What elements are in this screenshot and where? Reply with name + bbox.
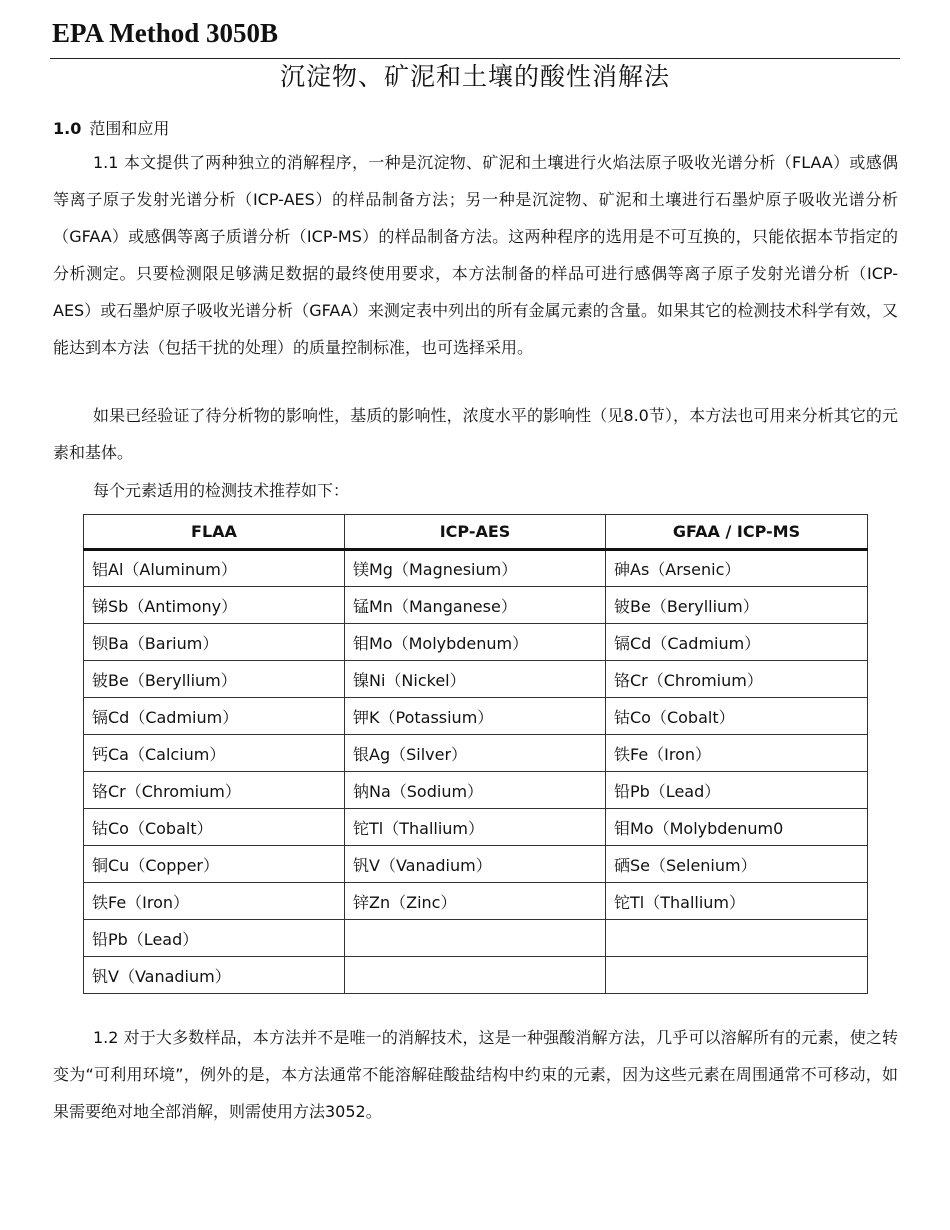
column-header-gfaa-icp-ms: GFAA / ICP-MS <box>606 515 868 550</box>
table-row <box>84 550 868 587</box>
table-cell: 铬Cr（Chromium） <box>606 661 868 698</box>
table-cell: 钡Ba（Barium） <box>84 624 345 661</box>
table-cell: 铅Pb（Lead） <box>606 772 868 809</box>
table-cell: 钒V（Vanadium） <box>345 846 606 883</box>
table-cell: 钴Co（Cobalt） <box>84 809 345 846</box>
table-cell: 银Ag（Silver） <box>345 735 606 772</box>
table-cell: 锌Zn（Zinc） <box>345 883 606 920</box>
table-cell: 锰Mn（Manganese） <box>345 587 606 624</box>
paragraph-1-2: 1.2 对于大多数样品，本方法并不是唯一的消解技术，这是一种强酸消解方法，几乎可以溶解所有的元素，使之转变为“可利用环境”，例外的是，本方法通常不能溶解硅酸盐结构中约束的元素，因为这些元素在周围通常不可移动，如果需要绝对地全部消解，则需使用方法3052。 <box>53 1028 898 1121</box>
table-cell: 铝Al（Aluminum） <box>84 550 345 587</box>
table-cell: 钼Mo（Molybdenum0 <box>606 809 868 846</box>
section-label: 范围和应用 <box>89 119 170 138</box>
table-cell: 钾K（Potassium） <box>345 698 606 735</box>
column-header-flaa: FLAA <box>84 515 345 550</box>
document-title: 沉淀物、矿泥和土壤的酸性消解法 <box>279 62 670 91</box>
table-cell <box>345 957 606 994</box>
table-row <box>84 661 868 698</box>
table-cell: 镉Cd（Cadmium） <box>606 624 868 661</box>
table-cell <box>345 920 606 957</box>
table-row <box>84 846 868 883</box>
table-row <box>84 883 868 920</box>
table-cell: 锑Sb（Antimony） <box>84 587 345 624</box>
table-cell: 镁Mg（Magnesium） <box>345 550 606 587</box>
table-row <box>84 698 868 735</box>
table-cell: 铊Tl（Thallium） <box>345 809 606 846</box>
table-cell: 铬Cr（Chromium） <box>84 772 345 809</box>
table-row <box>84 957 868 994</box>
table-cell: 铁Fe（Iron） <box>84 883 345 920</box>
paragraph-1-1: 1.1 本文提供了两种独立的消解程序，一种是沉淀物、矿泥和土壤进行火焰法原子吸收光谱分析（FLAA）或感偶等离子原子发射光谱分析（ICP-AES）的样品制备方法；另一种是沉淀物、矿泥和土壤进行石墨炉原子吸收光谱分析（GFAA）或感偶等离子质谱分析（ICP-MS）的样品制备方法。这两种程序的选用是不可互换的，只能依据本节指定的分析测定。只要检测限足够满足数据的最终使用要求，本方法制备的样品可进行感偶等离子原子发射光谱分析（ICP-AES）或石墨炉原子吸收光谱分析（GFAA）来测定表中列出的所有金属元素的含量。如果其它的检测技术科学有效，又能达到本方法（包括干扰的处理）的质量控制标准，也可选择采用。 <box>53 153 898 357</box>
table-cell: 钠Na（Sodium） <box>345 772 606 809</box>
table-cell: 钼Mo（Molybdenum） <box>345 624 606 661</box>
table-header-row <box>84 515 868 550</box>
table-cell: 砷As（Arsenic） <box>606 550 868 587</box>
table-cell: 钙Ca（Calcium） <box>84 735 345 772</box>
table-cell: 硒Se（Selenium） <box>606 846 868 883</box>
paragraph-table-intro: 每个元素适用的检测技术推荐如下： <box>93 481 350 500</box>
table-row <box>84 624 868 661</box>
table-cell: 镉Cd（Cadmium） <box>84 698 345 735</box>
paragraph-other-elements: 如果已经验证了待分析物的影响性，基质的影响性，浓度水平的影响性（见8.0节），本方法也可用来分析其它的元素和基体。 <box>53 406 898 462</box>
table-cell: 铁Fe（Iron） <box>606 735 868 772</box>
table-row <box>84 920 868 957</box>
column-header-icp-aes: ICP-AES <box>345 515 606 550</box>
document-header-method: EPA Method 3050B <box>52 18 279 48</box>
table-row <box>84 772 868 809</box>
table-row <box>84 587 868 624</box>
table-row <box>84 735 868 772</box>
table-cell: 铍Be（Beryllium） <box>84 661 345 698</box>
table-cell: 铍Be（Beryllium） <box>606 587 868 624</box>
element-technique-table <box>83 514 868 994</box>
table-row <box>84 809 868 846</box>
section-heading <box>53 116 169 139</box>
table-cell <box>606 920 868 957</box>
table-cell: 铊Tl（Thallium） <box>606 883 868 920</box>
table-cell <box>606 957 868 994</box>
table-cell: 铅Pb（Lead） <box>84 920 345 957</box>
table-cell: 钴Co（Cobalt） <box>606 698 868 735</box>
table-cell: 铜Cu（Copper） <box>84 846 345 883</box>
section-number: 1.0 <box>53 119 82 138</box>
table-cell: 镍Ni（Nickel） <box>345 661 606 698</box>
table-cell: 钒V（Vanadium） <box>84 957 345 994</box>
